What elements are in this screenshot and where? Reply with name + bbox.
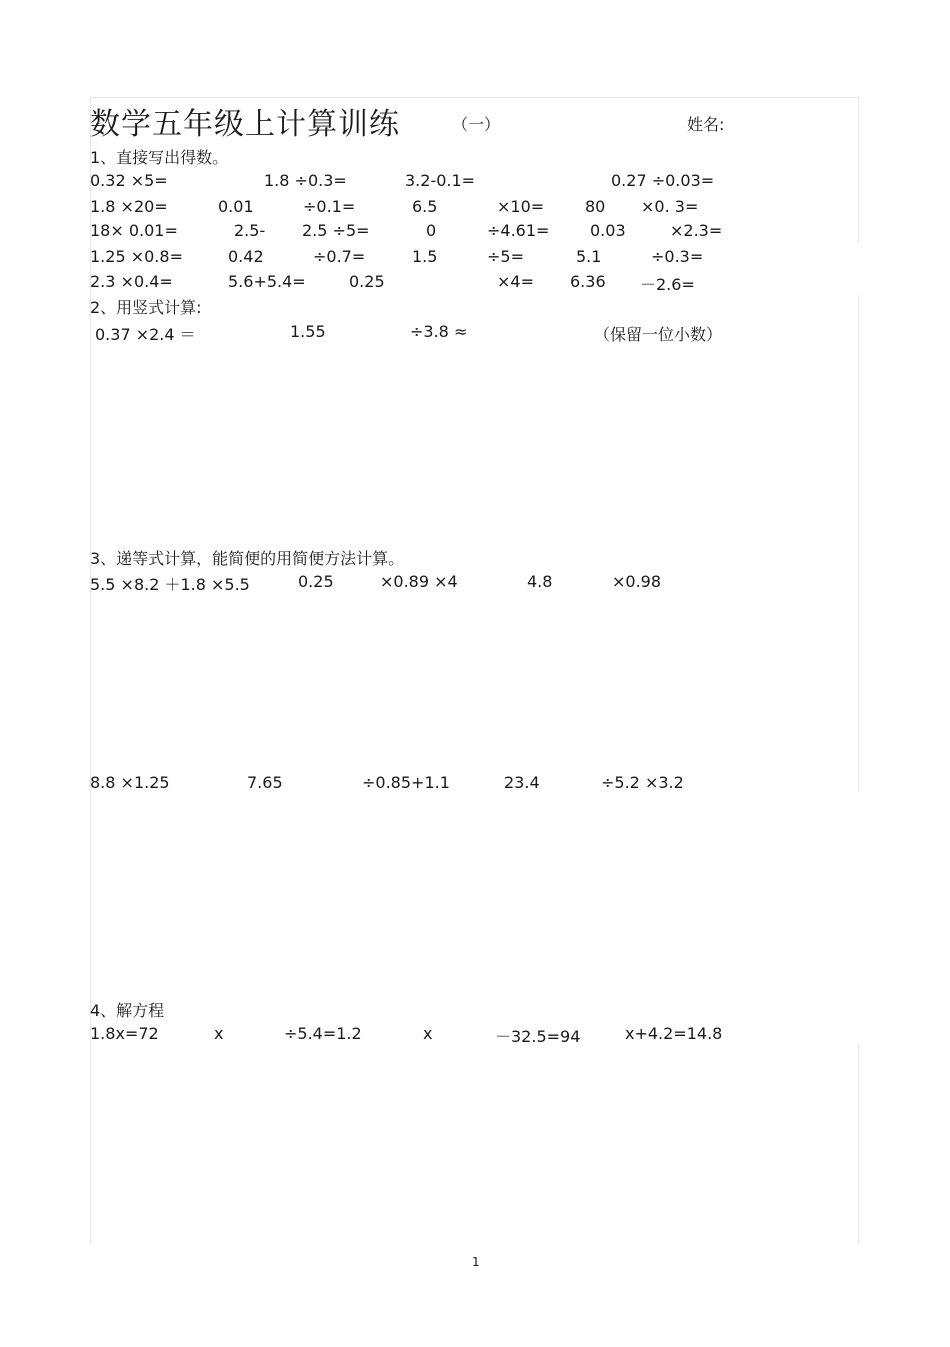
section4-heading: 4、解方程 xyxy=(90,1001,165,1020)
frame-left-line xyxy=(90,97,91,1245)
problem: ×0. 3= xyxy=(641,197,699,216)
problem: 0.27 ÷0.03= xyxy=(611,171,715,190)
problem: 5.6+5.4= xyxy=(228,272,306,291)
problem: ×10= xyxy=(497,197,545,216)
problem: ÷3.8 ≈ xyxy=(410,322,468,341)
problem: 2.3 ×0.4= xyxy=(90,272,173,291)
problem: ×4= xyxy=(497,272,534,291)
frame-right-line-3 xyxy=(858,1043,859,1245)
problem: ÷0.7= xyxy=(313,247,366,266)
problem: ÷5.2 ×3.2 xyxy=(601,773,684,792)
section1-heading: 1、直接写出得数。 xyxy=(90,148,229,167)
problem: 18× 0.01= xyxy=(90,221,178,240)
problem: ×0.98 xyxy=(612,572,662,591)
problem: 0.03 xyxy=(590,221,626,240)
problem: 23.4 xyxy=(504,773,540,792)
problem: 5.5 ×8.2 ＋1.8 ×5.5 xyxy=(90,575,250,594)
problem: 3.2-0.1= xyxy=(405,171,476,190)
page-title: 数学五年级上计算训练 xyxy=(90,107,400,142)
problem: ÷5= xyxy=(487,247,524,266)
problem: 0.01 xyxy=(218,197,254,216)
problem: －2.6= xyxy=(640,275,695,294)
problem: ÷0.85+1.1 xyxy=(362,773,450,792)
problem: 6.5 xyxy=(412,197,438,216)
problem: ÷0.1= xyxy=(303,197,356,216)
section2-heading: 2、用竖式计算: xyxy=(90,298,202,317)
problem: 5.1 xyxy=(576,247,602,266)
problem: ÷0.3= xyxy=(651,247,704,266)
problem: 1.55 xyxy=(290,322,326,341)
problem: 6.36 xyxy=(570,272,606,291)
problem: 0.37 ×2.4 ＝ xyxy=(95,325,196,344)
problem: ×2.3= xyxy=(670,221,723,240)
problem: ÷4.61= xyxy=(487,221,550,240)
problem: 0.32 ×5= xyxy=(90,171,168,190)
problem: 7.65 xyxy=(247,773,283,792)
equation: ÷5.4=1.2 xyxy=(284,1024,362,1043)
problem: 1.25 ×0.8= xyxy=(90,247,183,266)
problem: 1.8 ×20= xyxy=(90,197,168,216)
equation: 1.8x=72 xyxy=(90,1024,159,1043)
name-label: 姓名: xyxy=(687,115,725,134)
equation: x xyxy=(423,1024,433,1043)
problem: 4.8 xyxy=(527,572,553,591)
frame-right-line-2 xyxy=(858,295,859,792)
problem: 1.5 xyxy=(412,247,438,266)
problem: 0.25 xyxy=(349,272,385,291)
problem: 0.42 xyxy=(228,247,264,266)
problem: 2.5 ÷5= xyxy=(302,221,370,240)
rounding-note: （保留一位小数） xyxy=(594,325,723,344)
problem: 0 xyxy=(426,221,437,240)
problem: 2.5- xyxy=(234,221,266,240)
problem: 1.8 ÷0.3= xyxy=(264,171,347,190)
problem: 8.8 ×1.25 xyxy=(90,773,170,792)
problem: 80 xyxy=(585,197,606,216)
equation: x+4.2=14.8 xyxy=(625,1024,723,1043)
section3-heading: 3、递等式计算，能简便的用简便方法计算。 xyxy=(90,549,405,568)
page-subtitle: （一） xyxy=(452,115,501,134)
equation: －32.5=94 xyxy=(495,1027,581,1046)
equation: x xyxy=(214,1024,224,1043)
page-number: 1 xyxy=(472,1255,480,1269)
problem: ×0.89 ×4 xyxy=(380,572,458,591)
frame-right-line-1 xyxy=(858,97,859,242)
problem: 0.25 xyxy=(298,572,334,591)
frame-top-line xyxy=(90,97,859,98)
